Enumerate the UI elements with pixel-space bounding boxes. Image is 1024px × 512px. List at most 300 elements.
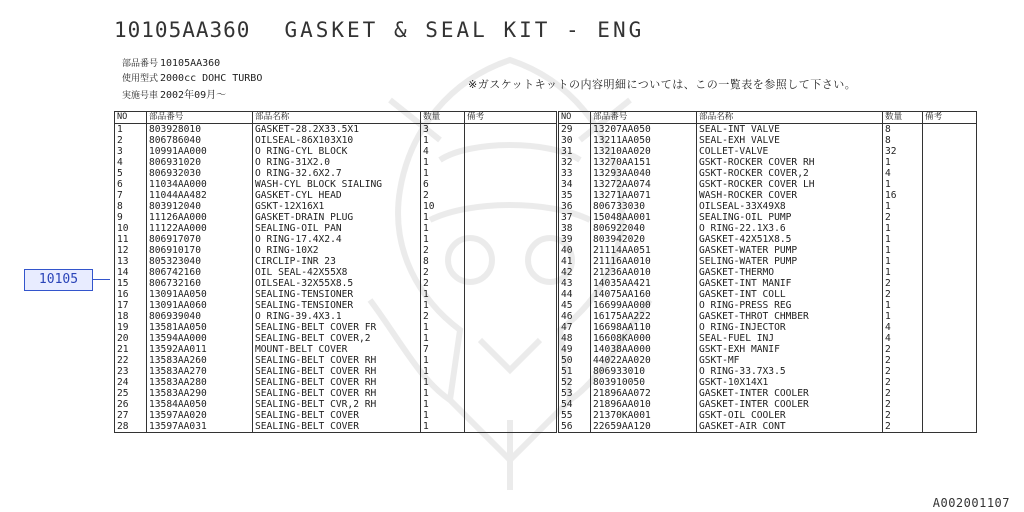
row-remark: [465, 267, 557, 278]
row-part-number: 21896AA010: [591, 399, 697, 410]
row-no: 37: [559, 212, 591, 223]
footer-image-code: A002001107: [932, 496, 1010, 510]
row-part-number: 806733030: [591, 201, 697, 212]
row-part-number: 13594AA000: [147, 333, 253, 344]
row-quantity: 1: [421, 234, 465, 245]
row-quantity: 1: [421, 333, 465, 344]
row-part-number: 13583AA290: [147, 388, 253, 399]
row-remark: [465, 179, 557, 190]
table-row: [115, 146, 557, 157]
table-row: [559, 322, 977, 333]
row-no: 27: [115, 410, 147, 421]
row-no: 7: [115, 190, 147, 201]
row-part-name: WASH-ROCKER COVER: [697, 190, 883, 201]
row-quantity: 1: [421, 322, 465, 333]
row-quantity: 1: [421, 399, 465, 410]
row-part-number: 13211AA050: [591, 135, 697, 146]
row-part-name: O RING-31X2.0: [253, 157, 421, 168]
table-row: [115, 168, 557, 179]
row-no: 25: [115, 388, 147, 399]
row-quantity: 1: [883, 245, 923, 256]
row-quantity: 2: [421, 245, 465, 256]
row-part-number: 13583AA260: [147, 355, 253, 366]
table-row: [559, 135, 977, 146]
col-header-no: NO: [115, 112, 147, 124]
parts-table-right-body: [559, 124, 977, 433]
row-no: 30: [559, 135, 591, 146]
row-part-name: GASKET-WATER PUMP: [697, 245, 883, 256]
table-row: [115, 124, 557, 136]
row-quantity: 1: [883, 267, 923, 278]
parts-table-right: [558, 111, 977, 433]
table-row: [559, 179, 977, 190]
row-part-name: OILSEAL-32X55X8.5: [253, 278, 421, 289]
row-remark: [923, 157, 977, 168]
table-row: [559, 355, 977, 366]
row-remark: [923, 399, 977, 410]
row-quantity: 10: [421, 201, 465, 212]
row-no: 15: [115, 278, 147, 289]
row-remark: [923, 366, 977, 377]
table-row: [115, 399, 557, 410]
table-row: [559, 388, 977, 399]
row-part-name: GSKT-ROCKER COVER,2: [697, 168, 883, 179]
row-quantity: 1: [883, 179, 923, 190]
col-header-qty: 数量: [421, 112, 465, 124]
row-part-name: O RING-INJECTOR: [697, 322, 883, 333]
table-row: [115, 421, 557, 433]
table-row: [559, 410, 977, 421]
row-no: 14: [115, 267, 147, 278]
row-quantity: 1: [421, 212, 465, 223]
row-part-number: 806910170: [147, 245, 253, 256]
row-no: 42: [559, 267, 591, 278]
row-quantity: 1: [421, 135, 465, 146]
row-no: 53: [559, 388, 591, 399]
callout-10105-link[interactable]: 10105: [24, 269, 93, 291]
row-no: 11: [115, 234, 147, 245]
row-remark: [923, 168, 977, 179]
row-part-name: SEALING-OIL PUMP: [697, 212, 883, 223]
row-part-name: O RING-17.4X2.4: [253, 234, 421, 245]
row-part-number: 13210AA020: [591, 146, 697, 157]
row-part-number: 13270AA151: [591, 157, 697, 168]
row-part-number: 806917070: [147, 234, 253, 245]
row-remark: [923, 135, 977, 146]
kit-part-name: GASKET & SEAL KIT - ENG: [284, 18, 645, 42]
row-quantity: 1: [883, 157, 923, 168]
row-quantity: 2: [883, 355, 923, 366]
table-row: [559, 366, 977, 377]
table-row: [559, 300, 977, 311]
row-quantity: 2: [421, 311, 465, 322]
row-quantity: 1: [421, 355, 465, 366]
row-part-number: 21370KA001: [591, 410, 697, 421]
row-part-number: 803910050: [591, 377, 697, 388]
row-part-number: 13597AA031: [147, 421, 253, 433]
row-no: 8: [115, 201, 147, 212]
row-remark: [465, 245, 557, 256]
row-part-name: GASKET-AIR CONT: [697, 421, 883, 433]
row-quantity: 2: [883, 377, 923, 388]
row-part-name: O RING-39.4X3.1: [253, 311, 421, 322]
row-quantity: 1: [421, 410, 465, 421]
row-part-name: GASKET-THERMO: [697, 267, 883, 278]
row-quantity: 3: [421, 124, 465, 136]
row-part-number: 21236AA010: [591, 267, 697, 278]
row-no: 4: [115, 157, 147, 168]
row-part-name: GASKET-28.2X33.5X1: [253, 124, 421, 136]
row-no: 24: [115, 377, 147, 388]
row-remark: [465, 300, 557, 311]
row-part-number: 806922040: [591, 223, 697, 234]
row-remark: [465, 311, 557, 322]
row-no: 35: [559, 190, 591, 201]
row-part-name: SEALING-BELT COVER,2: [253, 333, 421, 344]
row-part-number: 13091AA050: [147, 289, 253, 300]
row-no: 2: [115, 135, 147, 146]
row-no: 20: [115, 333, 147, 344]
table-row: [559, 421, 977, 433]
table-row: [115, 410, 557, 421]
row-part-name: OILSEAL-86X103X10: [253, 135, 421, 146]
row-part-name: SELING-WATER PUMP: [697, 256, 883, 267]
row-part-number: 806939040: [147, 311, 253, 322]
row-part-name: GASKET-INT COLL: [697, 289, 883, 300]
row-part-name: O RING-33.7X3.5: [697, 366, 883, 377]
row-part-number: 10991AA000: [147, 146, 253, 157]
row-no: 1: [115, 124, 147, 136]
table-row: [559, 245, 977, 256]
row-part-name: O RING-CYL BLOCK: [253, 146, 421, 157]
row-part-name: SEALING-BELT COVER: [253, 421, 421, 433]
row-part-name: GSKT-10X14X1: [697, 377, 883, 388]
row-no: 41: [559, 256, 591, 267]
row-part-number: 16698AA110: [591, 322, 697, 333]
row-part-name: O RING-22.1X3.6: [697, 223, 883, 234]
table-row: [559, 333, 977, 344]
row-part-name: GSKT-12X16X1: [253, 201, 421, 212]
row-quantity: 1: [421, 388, 465, 399]
row-part-number: 16699AA000: [591, 300, 697, 311]
row-remark: [923, 410, 977, 421]
row-part-number: 11044AA482: [147, 190, 253, 201]
row-quantity: 4: [883, 333, 923, 344]
row-quantity: 4: [883, 168, 923, 179]
row-part-number: 14075AA160: [591, 289, 697, 300]
row-quantity: 1: [883, 256, 923, 267]
row-remark: [923, 124, 977, 136]
row-part-name: GASKET-INTER COOLER: [697, 388, 883, 399]
col-header-part-no: 部品番号: [591, 112, 697, 124]
row-no: 55: [559, 410, 591, 421]
row-remark: [465, 399, 557, 410]
table-header-row: [115, 112, 557, 124]
row-quantity: 1: [883, 223, 923, 234]
col-header-part-name: 部品名称: [253, 112, 421, 124]
table-row: [115, 300, 557, 311]
row-no: 6: [115, 179, 147, 190]
row-remark: [923, 333, 977, 344]
row-remark: [923, 234, 977, 245]
row-part-number: 15048AA001: [591, 212, 697, 223]
row-part-name: CIRCLIP-INR 23: [253, 256, 421, 267]
row-no: 3: [115, 146, 147, 157]
row-quantity: 1: [421, 223, 465, 234]
row-part-number: 21896AA072: [591, 388, 697, 399]
reference-note: ※ガスケットキットの内容明細については、この一覧表を参照して下さい。: [468, 78, 857, 91]
row-part-number: 11126AA000: [147, 212, 253, 223]
row-quantity: 4: [883, 322, 923, 333]
row-part-number: 805323040: [147, 256, 253, 267]
table-row: [115, 190, 557, 201]
row-part-number: 16175AA222: [591, 311, 697, 322]
row-remark: [923, 201, 977, 212]
row-quantity: 2: [421, 267, 465, 278]
table-row: [559, 157, 977, 168]
meta-value: 2002年09月～: [160, 90, 227, 101]
row-no: 13: [115, 256, 147, 267]
row-quantity: 6: [421, 179, 465, 190]
table-row: [115, 289, 557, 300]
row-quantity: 2: [883, 366, 923, 377]
row-remark: [923, 311, 977, 322]
row-quantity: 8: [883, 135, 923, 146]
row-remark: [923, 223, 977, 234]
row-remark: [923, 300, 977, 311]
table-row: [115, 223, 557, 234]
row-remark: [923, 388, 977, 399]
row-quantity: 2: [421, 278, 465, 289]
row-quantity: 8: [421, 256, 465, 267]
row-no: 18: [115, 311, 147, 322]
table-row: [115, 333, 557, 344]
row-part-number: 13207AA050: [591, 124, 697, 136]
row-part-number: 14038AA000: [591, 344, 697, 355]
row-quantity: 2: [883, 289, 923, 300]
row-quantity: 2: [883, 388, 923, 399]
row-quantity: 32: [883, 146, 923, 157]
row-remark: [923, 289, 977, 300]
table-row: [559, 344, 977, 355]
callout-leader-line: [92, 279, 110, 280]
row-part-name: SEALING-BELT COVER FR: [253, 322, 421, 333]
row-part-name: GSKT-MF: [697, 355, 883, 366]
row-part-number: 13272AA074: [591, 179, 697, 190]
meta-model: [122, 71, 262, 84]
table-row: [115, 201, 557, 212]
row-part-name: OILSEAL-33X49X8: [697, 201, 883, 212]
row-quantity: 1: [421, 421, 465, 433]
row-part-number: 806732160: [147, 278, 253, 289]
row-no: 39: [559, 234, 591, 245]
table-row: [559, 234, 977, 245]
row-no: 17: [115, 300, 147, 311]
row-part-number: 13592AA011: [147, 344, 253, 355]
row-part-name: SEAL-FUEL INJ: [697, 333, 883, 344]
row-no: 46: [559, 311, 591, 322]
row-no: 54: [559, 399, 591, 410]
row-part-name: GSKT-OIL COOLER: [697, 410, 883, 421]
row-part-number: 13597AA020: [147, 410, 253, 421]
row-quantity: 2: [883, 278, 923, 289]
table-row: [559, 223, 977, 234]
table-row: [115, 322, 557, 333]
meta-part-number: [122, 56, 220, 69]
meta-value: 2000cc DOHC TURBO: [160, 73, 263, 84]
row-quantity: 2: [421, 190, 465, 201]
row-remark: [465, 190, 557, 201]
table-row: [115, 157, 557, 168]
row-part-name: SEAL-EXH VALVE: [697, 135, 883, 146]
row-remark: [923, 278, 977, 289]
row-remark: [923, 421, 977, 433]
table-row: [559, 278, 977, 289]
row-remark: [465, 256, 557, 267]
row-part-name: SEALING-BELT COVER: [253, 410, 421, 421]
row-no: 28: [115, 421, 147, 433]
row-no: 22: [115, 355, 147, 366]
table-row: [559, 256, 977, 267]
row-remark: [923, 146, 977, 157]
parts-table-left: [114, 111, 557, 433]
row-part-name: SEALING-OIL PAN: [253, 223, 421, 234]
row-part-name: SEALING-TENSIONER: [253, 289, 421, 300]
table-row: [559, 168, 977, 179]
row-quantity: 2: [883, 399, 923, 410]
row-no: 29: [559, 124, 591, 136]
row-no: 45: [559, 300, 591, 311]
row-part-number: 806786040: [147, 135, 253, 146]
row-part-number: 21114AA051: [591, 245, 697, 256]
row-no: 5: [115, 168, 147, 179]
row-remark: [465, 333, 557, 344]
row-quantity: 4: [421, 146, 465, 157]
table-row: [559, 311, 977, 322]
row-part-name: GASKET-42X51X8.5: [697, 234, 883, 245]
col-header-part-name: 部品名称: [697, 112, 883, 124]
row-remark: [465, 421, 557, 433]
row-remark: [465, 223, 557, 234]
row-part-number: 22659AA120: [591, 421, 697, 433]
row-no: 49: [559, 344, 591, 355]
row-remark: [923, 256, 977, 267]
table-header-row: [559, 112, 977, 124]
table-row: [115, 135, 557, 146]
row-remark: [923, 344, 977, 355]
row-remark: [923, 355, 977, 366]
row-remark: [465, 410, 557, 421]
row-quantity: 1: [421, 157, 465, 168]
table-row: [115, 355, 557, 366]
row-part-number: 11034AA000: [147, 179, 253, 190]
row-remark: [465, 212, 557, 223]
row-part-name: GASKET-INTER COOLER: [697, 399, 883, 410]
row-part-number: 21116AA010: [591, 256, 697, 267]
row-remark: [923, 267, 977, 278]
row-remark: [465, 157, 557, 168]
table-row: [115, 256, 557, 267]
row-part-number: 16608KA000: [591, 333, 697, 344]
row-part-number: 803928010: [147, 124, 253, 136]
row-remark: [465, 377, 557, 388]
row-remark: [465, 278, 557, 289]
row-no: 56: [559, 421, 591, 433]
row-part-name: OIL SEAL-42X55X8: [253, 267, 421, 278]
row-part-name: GASKET-THROT CHMBER: [697, 311, 883, 322]
row-part-number: 803912040: [147, 201, 253, 212]
table-row: [115, 278, 557, 289]
row-quantity: 1: [421, 366, 465, 377]
row-part-number: 806933010: [591, 366, 697, 377]
row-no: 26: [115, 399, 147, 410]
col-header-remark: 備考: [923, 112, 977, 124]
row-quantity: 1: [421, 289, 465, 300]
row-remark: [923, 212, 977, 223]
meta-label: 使用型式: [122, 74, 159, 84]
row-part-name: SEALING-TENSIONER: [253, 300, 421, 311]
table-row: [115, 366, 557, 377]
table-row: [559, 190, 977, 201]
table-row: [559, 146, 977, 157]
parts-table-left-body: [115, 124, 557, 433]
table-row: [115, 234, 557, 245]
meta-label: 部品番号: [122, 59, 159, 69]
row-part-name: GSKT-ROCKER COVER RH: [697, 157, 883, 168]
row-quantity: 1: [883, 311, 923, 322]
table-row: [115, 267, 557, 278]
row-part-name: GASKET-CYL HEAD: [253, 190, 421, 201]
page-title: [114, 18, 644, 42]
row-part-number: 13583AA270: [147, 366, 253, 377]
row-remark: [465, 289, 557, 300]
row-no: 51: [559, 366, 591, 377]
row-no: 52: [559, 377, 591, 388]
row-remark: [465, 322, 557, 333]
row-remark: [923, 245, 977, 256]
row-part-name: GSKT-EXH MANIF: [697, 344, 883, 355]
row-no: 43: [559, 278, 591, 289]
row-part-name: COLLET-VALVE: [697, 146, 883, 157]
row-quantity: 1: [421, 377, 465, 388]
row-no: 23: [115, 366, 147, 377]
row-part-name: GASKET-INT MANIF: [697, 278, 883, 289]
row-part-number: 806742160: [147, 267, 253, 278]
row-part-name: O RING-32.6X2.7: [253, 168, 421, 179]
row-no: 16: [115, 289, 147, 300]
row-no: 40: [559, 245, 591, 256]
row-quantity: 2: [883, 212, 923, 223]
row-no: 48: [559, 333, 591, 344]
row-part-number: 13293AA040: [591, 168, 697, 179]
table-row: [115, 179, 557, 190]
row-part-number: 13091AA060: [147, 300, 253, 311]
row-remark: [465, 355, 557, 366]
row-remark: [923, 322, 977, 333]
row-quantity: 2: [883, 410, 923, 421]
row-no: 21: [115, 344, 147, 355]
row-no: 38: [559, 223, 591, 234]
row-part-number: 44022AA020: [591, 355, 697, 366]
row-remark: [465, 388, 557, 399]
table-row: [115, 212, 557, 223]
meta-value: 10105AA360: [160, 58, 221, 69]
row-part-number: 13584AA050: [147, 399, 253, 410]
row-no: 10: [115, 223, 147, 234]
row-part-number: 806931020: [147, 157, 253, 168]
table-row: [115, 344, 557, 355]
row-no: 9: [115, 212, 147, 223]
